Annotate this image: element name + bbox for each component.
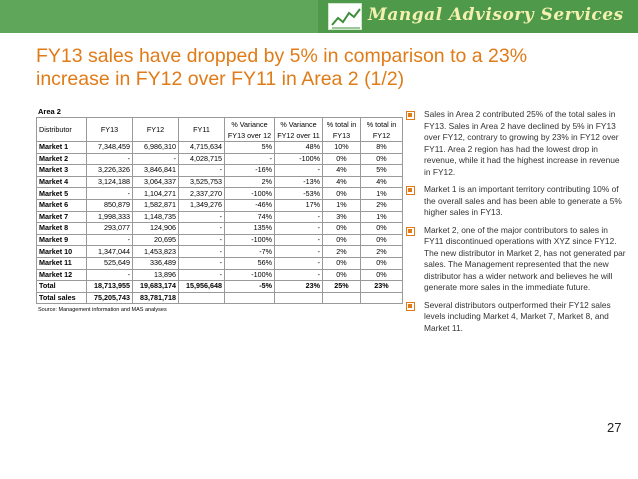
table-cell: 23% (361, 281, 403, 293)
table-cell: 4,715,634 (179, 142, 225, 154)
table-header-cell: % total in FY12 (361, 118, 403, 142)
table-cell (361, 292, 403, 304)
table-cell: 20,695 (133, 234, 179, 246)
bullet-item (406, 184, 628, 219)
bullet-text: Several distributors outperformed their FY12 sales levels including Market 4, Market 7, Market 8, and Market 11. (424, 299, 611, 333)
row-label-cell: Market 9 (37, 234, 87, 246)
row-label-cell: Market 2 (37, 153, 87, 165)
table-header-cell: FY11 (179, 118, 225, 142)
table-cell: - (179, 257, 225, 269)
row-label-cell: Market 10 (37, 246, 87, 258)
table-cell: 4% (323, 165, 361, 177)
table-cell: 13,896 (133, 269, 179, 281)
table-cell: - (275, 269, 323, 281)
table-cell: 1,104,271 (133, 188, 179, 200)
table-cell: 18,713,955 (87, 281, 133, 293)
table-cell: 0% (323, 257, 361, 269)
table-cell (179, 292, 225, 304)
table-cell: 56% (225, 257, 275, 269)
table-cell: 3,124,188 (87, 176, 133, 188)
table-header-cell: FY12 (133, 118, 179, 142)
table-header-row (37, 118, 403, 142)
table-header-cell: % Variance FY13 over 12 (225, 118, 275, 142)
table-header-cell: FY13 (87, 118, 133, 142)
table-cell: - (87, 269, 133, 281)
table-cell: - (87, 234, 133, 246)
table-cell (225, 292, 275, 304)
table-cell: 2% (225, 176, 275, 188)
table-cell: - (179, 223, 225, 235)
table-cell: - (275, 257, 323, 269)
table-row (37, 269, 403, 281)
table-row (37, 153, 403, 165)
table-row (37, 223, 403, 235)
table-cell: 5% (361, 165, 403, 177)
table-cell: -100% (225, 269, 275, 281)
table-cell: 15,956,648 (179, 281, 225, 293)
table-cell: 525,649 (87, 257, 133, 269)
table-cell: - (275, 211, 323, 223)
table-row (37, 142, 403, 154)
table-cell: 83,781,718 (133, 292, 179, 304)
table-cell: 19,683,174 (133, 281, 179, 293)
bullet-item (406, 225, 628, 294)
row-label-cell: Total sales (37, 292, 87, 304)
table-cell: -100% (225, 234, 275, 246)
table-cell: 124,906 (133, 223, 179, 235)
bullet-item (406, 109, 628, 178)
row-label-cell: Market 7 (37, 211, 87, 223)
table-cell: 0% (323, 269, 361, 281)
table-cell: 336,489 (133, 257, 179, 269)
sales-table (36, 117, 403, 304)
table-cell: -16% (225, 165, 275, 177)
table-cell: 1,347,044 (87, 246, 133, 258)
area-label: Area 2 (38, 107, 61, 116)
table-cell: 0% (361, 153, 403, 165)
table-cell: 1,582,871 (133, 199, 179, 211)
table-cell: 74% (225, 211, 275, 223)
table-cell: - (87, 188, 133, 200)
row-label-cell: Total (37, 281, 87, 293)
table-cell: - (225, 153, 275, 165)
bullet-item (406, 300, 628, 335)
bullet-text: Sales in Area 2 contributed 25% of the total sales in FY13. Sales in Area 2 have declined by 5% in FY13 over FY12, contrary to growing by 23% in FY12 over FY11. Area 2 region has had the lowest drop in revenue, while it had the highest increase in revenue in FY12. (424, 109, 620, 177)
table-cell: - (87, 153, 133, 165)
table-cell: 2% (323, 246, 361, 258)
table-cell: 2% (361, 246, 403, 258)
square-bullet-icon (406, 302, 415, 311)
slide-title: FY13 sales have dropped by 5% in comparison to a 23% increase in FY12 over FY11 in Area 2 (1/2) (36, 45, 528, 90)
table-cell: - (275, 234, 323, 246)
chart-logo-icon (328, 3, 362, 30)
table-body (37, 142, 403, 304)
square-bullet-icon (406, 227, 415, 236)
bullet-text: Market 1 is an important territory contributing 10% of the overall sales and has been able to generate a 5% higher sales in FY13. (424, 184, 622, 217)
table-cell: 4% (323, 176, 361, 188)
table-cell: - (179, 211, 225, 223)
table-row (37, 211, 403, 223)
table-cell: - (179, 269, 225, 281)
row-label-cell: Market 12 (37, 269, 87, 281)
table-cell: 293,077 (87, 223, 133, 235)
bullet-list (406, 109, 628, 340)
bullet-text: Market 2, one of the major contributors to sales in FY11 discontinued operations with XYZ since FY12. The new distributor in Market 2, has not generated par sales. The Management represented that the new distributor has a wider network and believes he will generate more sales in the immediate future. (424, 224, 626, 292)
table-cell: 1% (361, 188, 403, 200)
table-cell: 3,226,326 (87, 165, 133, 177)
table-header-cell: % total in FY13 (323, 118, 361, 142)
table-row (37, 165, 403, 177)
table-header-cell: % Variance FY12 over 11 (275, 118, 323, 142)
table-cell: 0% (361, 257, 403, 269)
table-cell: -100% (275, 153, 323, 165)
table-cell: 6,986,310 (133, 142, 179, 154)
table-cell: - (179, 165, 225, 177)
table-cell: -100% (225, 188, 275, 200)
table-row (37, 257, 403, 269)
table-cell: - (133, 153, 179, 165)
table-cell: 5% (225, 142, 275, 154)
table-cell: 48% (275, 142, 323, 154)
table-cell: 3,064,337 (133, 176, 179, 188)
table-cell: -5% (225, 281, 275, 293)
table-cell: - (179, 234, 225, 246)
row-label-cell: Market 4 (37, 176, 87, 188)
table-row (37, 292, 403, 304)
source-note: Source: Management information and MAS analyses (38, 307, 167, 314)
table-header-cell: Distributor (37, 118, 87, 142)
table-cell: - (275, 165, 323, 177)
table-cell: -13% (275, 176, 323, 188)
row-label-cell: Market 1 (37, 142, 87, 154)
table-cell: 2,337,270 (179, 188, 225, 200)
table-cell (275, 292, 323, 304)
table-cell: -53% (275, 188, 323, 200)
row-label-cell: Market 11 (37, 257, 87, 269)
table-cell: 0% (323, 223, 361, 235)
table-row (37, 188, 403, 200)
table-cell: 2% (361, 199, 403, 211)
table-row (37, 199, 403, 211)
table-cell: 0% (361, 223, 403, 235)
table-cell (323, 292, 361, 304)
table-cell: 3,846,841 (133, 165, 179, 177)
table-cell: -7% (225, 246, 275, 258)
table-cell: - (179, 246, 225, 258)
table-cell: 1% (361, 211, 403, 223)
logo-text: Mangal Advisory Services (368, 5, 624, 25)
table-cell: 3% (323, 211, 361, 223)
row-label-cell: Market 8 (37, 223, 87, 235)
table-cell: 0% (361, 234, 403, 246)
row-label-cell: Market 5 (37, 188, 87, 200)
table-cell: 1,349,276 (179, 199, 225, 211)
table-cell: - (275, 223, 323, 235)
table-cell: -46% (225, 199, 275, 211)
table-cell: 4% (361, 176, 403, 188)
table-cell: 7,348,459 (87, 142, 133, 154)
table-cell: 0% (323, 153, 361, 165)
table-cell: 135% (225, 223, 275, 235)
row-label-cell: Market 6 (37, 199, 87, 211)
table-cell: 0% (323, 188, 361, 200)
square-bullet-icon (406, 111, 415, 120)
table-row (37, 246, 403, 258)
row-label-cell: Market 3 (37, 165, 87, 177)
table-cell: 1,148,735 (133, 211, 179, 223)
table-cell: 17% (275, 199, 323, 211)
table-cell: 1,453,823 (133, 246, 179, 258)
table-cell: - (275, 246, 323, 258)
table-cell: 0% (361, 269, 403, 281)
table-cell: 3,525,753 (179, 176, 225, 188)
table-row (37, 176, 403, 188)
table-row (37, 281, 403, 293)
table-cell: 850,879 (87, 199, 133, 211)
table-cell: 75,205,743 (87, 292, 133, 304)
sales-table-container (36, 107, 402, 313)
table-cell: 10% (323, 142, 361, 154)
table-cell: 4,028,715 (179, 153, 225, 165)
table-row (37, 234, 403, 246)
square-bullet-icon (406, 186, 415, 195)
page-number: 27 (607, 420, 622, 435)
table-cell: 25% (323, 281, 361, 293)
table-cell: 1% (323, 199, 361, 211)
table-cell: 1,998,333 (87, 211, 133, 223)
table-cell: 8% (361, 142, 403, 154)
table-cell: 23% (275, 281, 323, 293)
table-cell: 0% (323, 234, 361, 246)
